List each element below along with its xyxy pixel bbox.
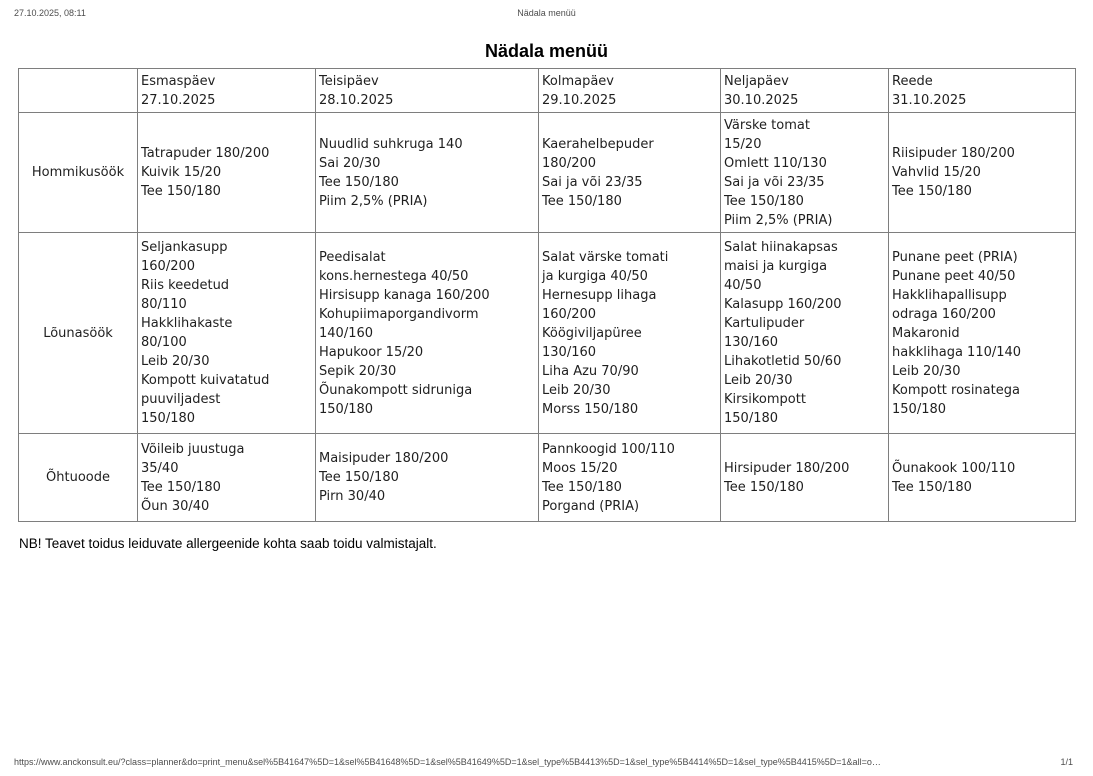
menu-item-line: 40/50 (724, 278, 762, 293)
day-header (138, 69, 316, 113)
menu-item-line: Omlett 110/130 (724, 155, 827, 171)
day-header (721, 69, 889, 113)
menu-item-line: Riisipuder 180/200 (892, 146, 1015, 161)
menu-cell (138, 113, 316, 233)
menu-item-line: Hakklihapallisupp (892, 287, 1007, 303)
menu-item-line: Hernesupp lihaga (542, 287, 657, 303)
menu-item-line: Leib 20/30 (141, 354, 210, 369)
menu-item-line: Kohupiimaporgandivorm (319, 306, 479, 322)
menu-cell (316, 233, 539, 434)
menu-item-line: Hirsipuder 180/200 (724, 460, 850, 476)
menu-item-line: Tee 150/180 (141, 184, 221, 199)
menu-item-line: Hapukoor 15/20 (319, 344, 424, 360)
menu-cell (721, 113, 889, 233)
menu-item-line: 160/200 (141, 259, 196, 274)
print-url: https://www.anckonsult.eu/?class=planner&do=print_menu&sel%5B41647%5D=1&sel%5B41648%5D=1&sel%5B41649%5D=1&sel_type%5B4413%5D=1&sel_type%5B4414%5D=1&sel_type%5B4415%5D=1&all=o… (14, 757, 881, 767)
menu-item-line: Tee 150/180 (892, 479, 972, 495)
menu-item-line: Tee 150/180 (542, 193, 622, 209)
print-footer (14, 757, 1073, 767)
day-header-line: Kolmapäev (542, 73, 614, 89)
menu-item-line: 35/40 (141, 460, 179, 476)
meal-row-label: Lõunasöök (19, 233, 138, 434)
day-header-line: 29.10.2025 (542, 92, 617, 108)
menu-item-line: Kompott kuivatatud (141, 373, 270, 388)
menu-item-line: Sepik 20/30 (319, 363, 397, 379)
menu-item-line: Hakklihakaste (141, 316, 233, 331)
meal-row-label: Hommikusöök (19, 113, 138, 233)
menu-item-line: Salat hiinakapsas (724, 240, 838, 255)
menu-item-line: Õunakook 100/110 (892, 460, 1016, 476)
day-header (539, 69, 721, 113)
day-header-line: 28.10.2025 (319, 92, 394, 108)
menu-item-line: 130/160 (542, 344, 597, 360)
menu-item-line: 80/110 (141, 297, 187, 312)
menu-cell (721, 434, 889, 522)
menu-item-line: Tee 150/180 (892, 184, 972, 199)
menu-item-line: Tee 150/180 (724, 479, 804, 495)
menu-item-line: Morss 150/180 (542, 401, 639, 417)
menu-item-line: Leib 20/30 (724, 373, 793, 388)
day-header-line: Esmaspäev (141, 73, 216, 89)
menu-item-line: 80/100 (141, 335, 187, 350)
menu-cell (889, 113, 1076, 233)
menu-item-line: Sai 20/30 (319, 155, 381, 171)
day-header-line: 30.10.2025 (724, 92, 799, 108)
menu-item-line: 150/180 (724, 411, 779, 426)
menu-item-line: odraga 160/200 (892, 306, 996, 322)
menu-item-line: Makaronid (892, 325, 960, 341)
menu-item-line: Moos 15/20 (542, 460, 618, 476)
allergen-note: NB! Teavet toidus leiduvate allergeenide kohta saab toidu valmistajalt. (19, 536, 437, 551)
menu-item-line: Kuivik 15/20 (141, 165, 222, 180)
menu-item-line: Leib 20/30 (892, 363, 961, 379)
menu-item-line: 150/180 (319, 401, 374, 417)
menu-item-line: Kartulipuder (724, 316, 805, 331)
menu-cell (316, 434, 539, 522)
menu-item-line: Seljankasupp (141, 240, 228, 255)
menu-item-line: 150/180 (892, 401, 947, 417)
menu-item-line: Tee 150/180 (724, 193, 804, 209)
menu-row (19, 233, 1076, 434)
menu-item-line: Tee 150/180 (542, 479, 622, 495)
menu-item-line: Lihakotletid 50/60 (724, 354, 842, 369)
print-header (14, 8, 1079, 18)
menu-item-line: Kalasupp 160/200 (724, 297, 842, 312)
menu-item-line: Hirsisupp kanaga 160/200 (319, 287, 490, 303)
menu-cell (539, 434, 721, 522)
menu-cell (721, 233, 889, 434)
menu-item-line: Riis keedetud (141, 278, 230, 293)
corner-cell (19, 69, 138, 113)
day-header (316, 69, 539, 113)
menu-item-line: 130/160 (724, 335, 779, 350)
menu-item-line: Kaerahelbepuder (542, 136, 654, 152)
menu-item-line: kons.hernestega 40/50 (319, 268, 469, 284)
menu-item-line: Maisipuder 180/200 (319, 451, 449, 466)
menu-item-line: Tatrapuder 180/200 (141, 146, 270, 161)
menu-item-line: Piim 2,5% (PRIA) (724, 212, 833, 228)
day-header-line: Reede (892, 73, 933, 89)
menu-item-line: Porgand (PRIA) (542, 498, 640, 514)
menu-item-line: Nuudlid suhkruga 140 (319, 136, 463, 152)
menu-cell (889, 233, 1076, 434)
menu-item-line: 150/180 (141, 411, 196, 426)
day-header-line: Teisipäev (319, 73, 379, 89)
menu-cell (539, 113, 721, 233)
menu-item-line: Vahvlid 15/20 (892, 165, 981, 180)
day-header (889, 69, 1076, 113)
day-header-line: 27.10.2025 (141, 92, 216, 108)
menu-item-line: hakklihaga 110/140 (892, 344, 1022, 360)
menu-cell (316, 113, 539, 233)
menu-item-line: Tee 150/180 (319, 174, 399, 190)
menu-cell (539, 233, 721, 434)
menu-item-line: Köögiviljapüree (542, 325, 642, 341)
menu-item-line: Õunakompott sidruniga (319, 382, 473, 398)
menu-item-line: Sai ja või 23/35 (542, 174, 643, 190)
menu-item-line: Võileib juustuga (141, 441, 245, 457)
menu-item-line: Värske tomat (724, 117, 810, 133)
menu-item-line: maisi ja kurgiga (724, 259, 828, 274)
menu-item-line: Õun 30/40 (141, 498, 210, 514)
page-title: Nädala menüü (484, 41, 609, 61)
menu-item-line: 180/200 (542, 155, 597, 171)
menu-item-line: Piim 2,5% (PRIA) (319, 193, 428, 209)
menu-row (19, 434, 1076, 522)
menu-table-body (19, 113, 1076, 522)
menu-item-line: Peedisalat (319, 249, 386, 265)
menu-item-line: Salat värske tomati (542, 249, 669, 265)
menu-item-line: Tee 150/180 (319, 470, 399, 485)
day-header-line: 31.10.2025 (892, 92, 967, 108)
menu-cell (138, 233, 316, 434)
menu-item-line: Kirsikompott (724, 392, 806, 407)
menu-item-line: Punane peet 40/50 (892, 268, 1016, 284)
menu-table-head (19, 69, 1076, 113)
menu-item-line: 15/20 (724, 136, 762, 152)
menu-item-line: Leib 20/30 (542, 382, 611, 398)
menu-cell (889, 434, 1076, 522)
page-indicator: 1/1 (1060, 757, 1073, 767)
menu-item-line: Punane peet (PRIA) (892, 249, 1018, 265)
menu-item-line: 140/160 (319, 325, 374, 341)
day-header-line: Neljapäev (724, 73, 789, 89)
meal-row-label: Õhtuoode (19, 434, 138, 522)
menu-item-line: Pannkoogid 100/110 (542, 441, 675, 457)
menu-cell (138, 434, 316, 522)
menu-item-line: puuviljadest (141, 392, 221, 407)
menu-item-line: ja kurgiga 40/50 (542, 268, 648, 284)
menu-item-line: Liha Azu 70/90 (542, 363, 639, 379)
menu-item-line: Sai ja või 23/35 (724, 174, 825, 190)
menu-item-line: 160/200 (542, 306, 597, 322)
menu-row (19, 113, 1076, 233)
print-doc-title: Nädala menüü (517, 8, 576, 18)
menu-item-line: Pirn 30/40 (319, 489, 386, 504)
menu-item-line: Tee 150/180 (141, 479, 221, 495)
print-datetime: 27.10.2025, 08:11 (14, 8, 86, 18)
menu-item-line: Kompott rosinatega (892, 382, 1020, 398)
weekly-menu-table (18, 68, 1076, 522)
